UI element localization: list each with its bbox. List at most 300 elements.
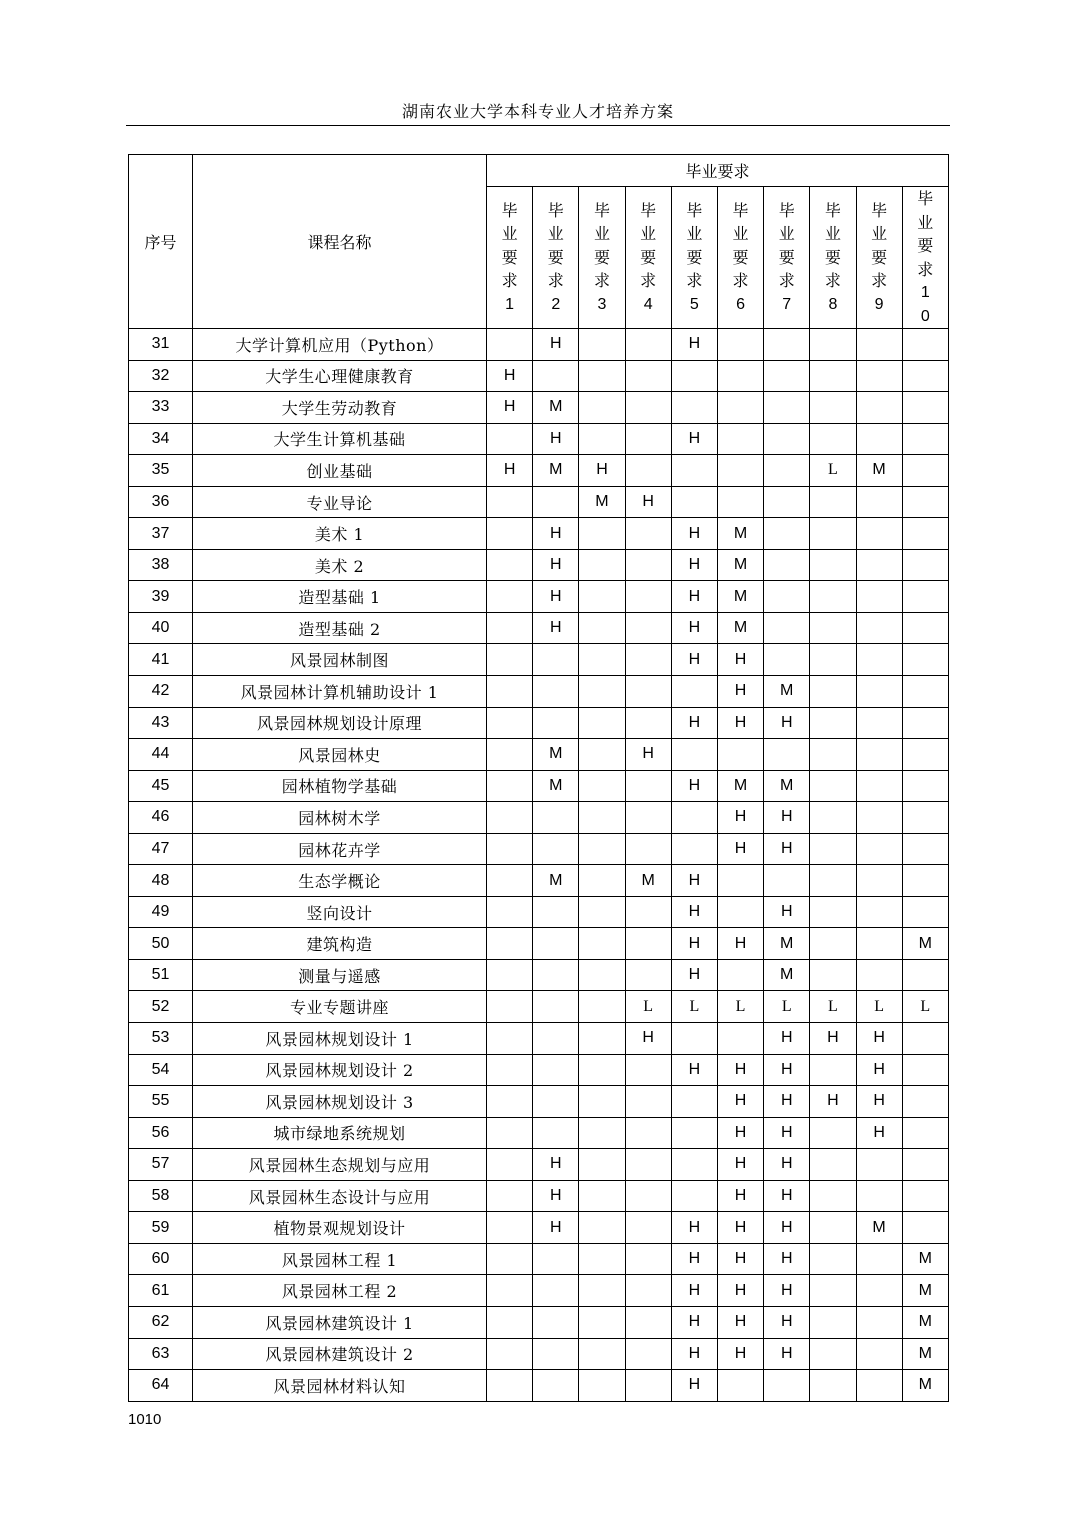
- requirement-mark-cell-6: [717, 739, 763, 771]
- requirement-mark-cell-4: [625, 1370, 671, 1402]
- row-seq-cell: 45: [129, 770, 193, 802]
- requirement-mark-cell-7: [764, 644, 810, 676]
- requirement-mark-cell-1: H: [487, 360, 533, 392]
- requirement-mark-cell-1: [487, 928, 533, 960]
- requirement-mark-cell-5: [671, 802, 717, 834]
- row-course-name-cell: 风景园林规划设计 3: [193, 1086, 487, 1118]
- requirement-header-number: 10: [920, 284, 930, 325]
- requirement-mark-cell-6: L: [717, 991, 763, 1023]
- requirement-mark-cell-5: H: [671, 896, 717, 928]
- requirement-mark-cell-4: [625, 1149, 671, 1181]
- requirement-mark-cell-7: [764, 392, 810, 424]
- requirement-mark-cell-5: H: [671, 1338, 717, 1370]
- requirement-header-2: [533, 187, 579, 329]
- requirement-mark-cell-10: M: [902, 1306, 948, 1338]
- row-course-name-cell: 风景园林史: [193, 739, 487, 771]
- requirement-mark-cell-10: [902, 865, 948, 897]
- seq-column-header: 序号: [129, 155, 193, 329]
- requirement-mark-cell-3: [579, 612, 625, 644]
- requirement-header-10: [902, 187, 948, 329]
- row-course-name-cell: 大学生劳动教育: [193, 392, 487, 424]
- row-seq-cell: 51: [129, 959, 193, 991]
- requirement-header-text: 毕业要求: [593, 200, 610, 291]
- row-seq-cell: 43: [129, 707, 193, 739]
- requirement-mark-cell-6: H: [717, 1212, 763, 1244]
- requirement-header-number: 4: [643, 295, 653, 313]
- row-seq-cell: 31: [129, 329, 193, 361]
- requirement-mark-cell-9: [856, 1370, 902, 1402]
- requirement-mark-cell-7: [764, 612, 810, 644]
- requirement-mark-cell-3: [579, 739, 625, 771]
- requirement-mark-cell-2: [533, 1117, 579, 1149]
- row-seq-cell: 62: [129, 1306, 193, 1338]
- row-seq-cell: 33: [129, 392, 193, 424]
- requirement-mark-cell-8: [810, 1054, 856, 1086]
- requirement-mark-cell-10: L: [902, 991, 948, 1023]
- requirement-mark-cell-5: [671, 833, 717, 865]
- requirement-mark-cell-2: M: [533, 739, 579, 771]
- row-course-name-cell: 园林花卉学: [193, 833, 487, 865]
- requirement-mark-cell-6: H: [717, 1117, 763, 1149]
- requirement-mark-cell-4: [625, 802, 671, 834]
- requirement-mark-cell-9: M: [856, 455, 902, 487]
- requirement-mark-cell-9: [856, 1275, 902, 1307]
- requirement-mark-cell-9: [856, 581, 902, 613]
- table-row: [129, 581, 949, 613]
- requirement-header-label: [824, 199, 842, 317]
- requirement-mark-cell-8: [810, 676, 856, 708]
- requirement-mark-cell-10: M: [902, 1338, 948, 1370]
- table-row: [129, 612, 949, 644]
- requirement-mark-cell-7: H: [764, 1117, 810, 1149]
- requirement-mark-cell-10: [902, 739, 948, 771]
- requirement-mark-cell-6: [717, 423, 763, 455]
- row-seq-cell: 56: [129, 1117, 193, 1149]
- row-seq-cell: 61: [129, 1275, 193, 1307]
- requirement-mark-cell-3: [579, 676, 625, 708]
- row-course-name-cell: 风景园林计算机辅助设计 1: [193, 676, 487, 708]
- requirement-mark-cell-1: [487, 991, 533, 1023]
- requirement-header-label: [593, 199, 611, 317]
- requirement-mark-cell-8: L: [810, 991, 856, 1023]
- table-row: [129, 865, 949, 897]
- requirement-mark-cell-9: [856, 360, 902, 392]
- requirement-mark-cell-3: [579, 707, 625, 739]
- requirement-mark-cell-2: [533, 1275, 579, 1307]
- requirement-mark-cell-1: [487, 739, 533, 771]
- requirement-mark-cell-6: H: [717, 1338, 763, 1370]
- requirement-mark-cell-3: [579, 991, 625, 1023]
- requirement-mark-cell-1: [487, 676, 533, 708]
- requirement-mark-cell-10: [902, 1023, 948, 1055]
- row-course-name-cell: 创业基础: [193, 455, 487, 487]
- table-row: [129, 833, 949, 865]
- requirement-mark-cell-7: H: [764, 802, 810, 834]
- requirement-mark-cell-5: H: [671, 1306, 717, 1338]
- row-seq-cell: 47: [129, 833, 193, 865]
- table-row: [129, 329, 949, 361]
- table-row: [129, 707, 949, 739]
- requirement-mark-cell-3: H: [579, 455, 625, 487]
- requirement-mark-cell-9: [856, 329, 902, 361]
- requirement-mark-cell-4: [625, 518, 671, 550]
- requirement-header-number: 9: [874, 295, 884, 313]
- requirement-mark-cell-9: [856, 1180, 902, 1212]
- requirement-mark-cell-5: [671, 1149, 717, 1181]
- requirement-mark-cell-7: M: [764, 676, 810, 708]
- requirement-mark-cell-6: M: [717, 612, 763, 644]
- table-row: [129, 1054, 949, 1086]
- requirement-mark-cell-8: [810, 423, 856, 455]
- table-row: [129, 549, 949, 581]
- requirement-mark-cell-3: [579, 1275, 625, 1307]
- row-course-name-cell: 风景园林规划设计原理: [193, 707, 487, 739]
- requirement-header-text: 毕业要求: [547, 200, 564, 291]
- row-course-name-cell: 风景园林规划设计 1: [193, 1023, 487, 1055]
- requirement-mark-cell-10: [902, 802, 948, 834]
- table-row: [129, 1212, 949, 1244]
- requirement-mark-cell-8: [810, 1117, 856, 1149]
- requirement-mark-cell-1: [487, 1054, 533, 1086]
- requirement-mark-cell-8: [810, 360, 856, 392]
- row-course-name-cell: 生态学概论: [193, 865, 487, 897]
- row-course-name-cell: 风景园林建筑设计 1: [193, 1306, 487, 1338]
- requirement-mark-cell-3: [579, 770, 625, 802]
- requirement-mark-cell-4: [625, 1117, 671, 1149]
- row-course-name-cell: 美术 2: [193, 549, 487, 581]
- row-seq-cell: 52: [129, 991, 193, 1023]
- requirement-mark-cell-3: [579, 1117, 625, 1149]
- row-course-name-cell: 造型基础 2: [193, 612, 487, 644]
- requirement-mark-cell-9: [856, 486, 902, 518]
- row-seq-cell: 53: [129, 1023, 193, 1055]
- requirement-mark-cell-4: [625, 833, 671, 865]
- requirement-mark-cell-1: [487, 833, 533, 865]
- requirement-mark-cell-10: [902, 707, 948, 739]
- requirement-mark-cell-3: [579, 1370, 625, 1402]
- requirement-mark-cell-6: H: [717, 833, 763, 865]
- requirement-mark-cell-1: [487, 802, 533, 834]
- requirement-header-number: 5: [689, 295, 699, 313]
- requirement-mark-cell-4: [625, 707, 671, 739]
- requirement-header-text: 毕业要求: [824, 200, 841, 291]
- requirement-mark-cell-10: [902, 833, 948, 865]
- requirement-header-8: [810, 187, 856, 329]
- requirement-mark-cell-6: H: [717, 802, 763, 834]
- table-row: [129, 360, 949, 392]
- requirement-mark-cell-6: [717, 865, 763, 897]
- table-row: [129, 1275, 949, 1307]
- table-row: [129, 1023, 949, 1055]
- requirement-header-text: 毕业要求: [917, 189, 934, 279]
- requirement-mark-cell-8: [810, 865, 856, 897]
- requirement-mark-cell-10: [902, 896, 948, 928]
- requirement-mark-cell-6: H: [717, 644, 763, 676]
- requirement-mark-cell-3: M: [579, 486, 625, 518]
- requirement-mark-cell-5: H: [671, 1275, 717, 1307]
- requirement-mark-cell-6: [717, 360, 763, 392]
- requirement-mark-cell-8: [810, 959, 856, 991]
- row-course-name-cell: 大学计算机应用（Python）: [193, 329, 487, 361]
- requirement-mark-cell-5: H: [671, 770, 717, 802]
- requirement-mark-cell-2: [533, 833, 579, 865]
- table-row: [129, 518, 949, 550]
- requirement-mark-cell-1: [487, 896, 533, 928]
- requirement-mark-cell-8: [810, 612, 856, 644]
- requirement-header-label: [916, 187, 934, 328]
- row-seq-cell: 59: [129, 1212, 193, 1244]
- row-course-name-cell: 风景园林规划设计 2: [193, 1054, 487, 1086]
- requirement-mark-cell-6: H: [717, 1054, 763, 1086]
- requirement-mark-cell-1: [487, 707, 533, 739]
- row-seq-cell: 44: [129, 739, 193, 771]
- requirement-mark-cell-10: [902, 1149, 948, 1181]
- requirement-mark-cell-9: [856, 1338, 902, 1370]
- requirement-mark-cell-3: [579, 360, 625, 392]
- row-course-name-cell: 美术 1: [193, 518, 487, 550]
- requirement-header-number: 2: [551, 295, 561, 313]
- row-course-name-cell: 测量与遥感: [193, 959, 487, 991]
- requirement-mark-cell-8: [810, 770, 856, 802]
- requirement-mark-cell-5: L: [671, 991, 717, 1023]
- requirement-mark-cell-3: [579, 518, 625, 550]
- requirement-mark-cell-9: [856, 518, 902, 550]
- row-seq-cell: 39: [129, 581, 193, 613]
- requirement-mark-cell-2: H: [533, 329, 579, 361]
- requirement-header-text: 毕业要求: [686, 200, 703, 291]
- requirement-mark-cell-3: [579, 549, 625, 581]
- row-seq-cell: 42: [129, 676, 193, 708]
- requirement-mark-cell-10: M: [902, 1370, 948, 1402]
- requirement-mark-cell-9: [856, 928, 902, 960]
- requirement-mark-cell-2: H: [533, 423, 579, 455]
- requirement-mark-cell-6: H: [717, 1086, 763, 1118]
- row-course-name-cell: 风景园林材料认知: [193, 1370, 487, 1402]
- requirement-mark-cell-2: [533, 1023, 579, 1055]
- row-seq-cell: 60: [129, 1243, 193, 1275]
- requirement-mark-cell-5: H: [671, 1370, 717, 1402]
- requirement-mark-cell-9: H: [856, 1023, 902, 1055]
- requirement-mark-cell-8: [810, 707, 856, 739]
- requirement-mark-cell-8: [810, 581, 856, 613]
- requirement-mark-cell-4: [625, 1180, 671, 1212]
- requirement-mark-cell-6: H: [717, 676, 763, 708]
- row-seq-cell: 41: [129, 644, 193, 676]
- requirement-mark-cell-7: [764, 329, 810, 361]
- requirement-mark-cell-5: H: [671, 1212, 717, 1244]
- row-course-name-cell: 风景园林生态规划与应用: [193, 1149, 487, 1181]
- requirement-mark-cell-5: [671, 486, 717, 518]
- requirement-mark-cell-2: H: [533, 1180, 579, 1212]
- requirement-mark-cell-9: [856, 833, 902, 865]
- requirement-mark-cell-4: [625, 770, 671, 802]
- requirement-mark-cell-9: [856, 1243, 902, 1275]
- requirement-mark-cell-2: H: [533, 1149, 579, 1181]
- requirement-mark-cell-9: [856, 865, 902, 897]
- requirement-mark-cell-4: [625, 1275, 671, 1307]
- row-seq-cell: 48: [129, 865, 193, 897]
- requirement-mark-cell-9: [856, 644, 902, 676]
- requirement-mark-cell-2: H: [533, 549, 579, 581]
- requirement-mark-cell-8: [810, 1370, 856, 1402]
- requirement-mark-cell-9: [856, 612, 902, 644]
- requirement-mark-cell-3: [579, 959, 625, 991]
- requirement-mark-cell-7: H: [764, 707, 810, 739]
- requirement-header-4: [625, 187, 671, 329]
- requirement-mark-cell-8: [810, 1275, 856, 1307]
- requirement-header-number: 1: [505, 295, 515, 313]
- requirement-mark-cell-1: [487, 770, 533, 802]
- document-header-title: 湖南农业大学本科专业人才培养方案: [401, 102, 674, 121]
- requirement-mark-cell-6: H: [717, 1275, 763, 1307]
- requirement-mark-cell-8: [810, 1306, 856, 1338]
- requirement-mark-cell-9: [856, 802, 902, 834]
- requirement-mark-cell-9: [856, 896, 902, 928]
- requirement-mark-cell-1: [487, 1086, 533, 1118]
- row-seq-cell: 49: [129, 896, 193, 928]
- requirement-mark-cell-8: [810, 928, 856, 960]
- requirement-mark-cell-2: [533, 1306, 579, 1338]
- requirement-mark-cell-3: [579, 1054, 625, 1086]
- requirement-mark-cell-2: M: [533, 770, 579, 802]
- requirement-mark-cell-6: M: [717, 549, 763, 581]
- requirement-mark-cell-4: [625, 1338, 671, 1370]
- requirement-mark-cell-5: [671, 360, 717, 392]
- requirement-mark-cell-4: [625, 455, 671, 487]
- course-name-column-header: 课程名称: [193, 155, 487, 329]
- row-course-name-cell: 大学生心理健康教育: [193, 360, 487, 392]
- requirement-mark-cell-10: [902, 581, 948, 613]
- requirement-mark-cell-7: M: [764, 770, 810, 802]
- requirement-mark-cell-1: [487, 329, 533, 361]
- requirement-mark-cell-10: M: [902, 1275, 948, 1307]
- requirement-mark-cell-5: H: [671, 865, 717, 897]
- requirement-mark-cell-7: [764, 1370, 810, 1402]
- requirement-mark-cell-8: [810, 644, 856, 676]
- requirement-mark-cell-3: [579, 896, 625, 928]
- requirement-mark-cell-7: [764, 360, 810, 392]
- requirement-mark-cell-2: [533, 1086, 579, 1118]
- table-row: [129, 1243, 949, 1275]
- requirement-mark-cell-10: [902, 644, 948, 676]
- requirement-mark-cell-8: H: [810, 1023, 856, 1055]
- requirement-mark-cell-2: [533, 991, 579, 1023]
- requirement-mark-cell-6: H: [717, 1149, 763, 1181]
- requirement-mark-cell-8: [810, 1243, 856, 1275]
- table-header-row: [129, 155, 949, 187]
- requirement-header-1: [487, 187, 533, 329]
- requirement-header-number: 6: [736, 295, 745, 313]
- requirement-header-label: [870, 199, 888, 317]
- requirement-mark-cell-7: M: [764, 959, 810, 991]
- requirement-header-7: [764, 187, 810, 329]
- row-course-name-cell: 园林树木学: [193, 802, 487, 834]
- requirement-header-label: [639, 199, 657, 317]
- requirement-mark-cell-6: [717, 1370, 763, 1402]
- requirement-mark-cell-8: [810, 739, 856, 771]
- requirement-mark-cell-9: M: [856, 1212, 902, 1244]
- requirement-mark-cell-6: M: [717, 581, 763, 613]
- requirement-mark-cell-10: [902, 1054, 948, 1086]
- row-seq-cell: 46: [129, 802, 193, 834]
- requirement-mark-cell-8: [810, 1149, 856, 1181]
- table-row: [129, 928, 949, 960]
- table-row: [129, 1306, 949, 1338]
- requirement-mark-cell-7: H: [764, 1180, 810, 1212]
- requirement-mark-cell-2: [533, 1054, 579, 1086]
- requirement-mark-cell-7: H: [764, 896, 810, 928]
- requirement-mark-cell-3: [579, 329, 625, 361]
- requirement-mark-cell-7: H: [764, 833, 810, 865]
- requirement-mark-cell-8: [810, 802, 856, 834]
- requirement-mark-cell-2: H: [533, 581, 579, 613]
- requirement-mark-cell-9: H: [856, 1054, 902, 1086]
- requirement-mark-cell-2: [533, 486, 579, 518]
- requirement-mark-cell-1: [487, 1306, 533, 1338]
- requirement-mark-cell-10: [902, 455, 948, 487]
- requirement-mark-cell-1: [487, 486, 533, 518]
- requirement-mark-cell-7: [764, 423, 810, 455]
- requirement-mark-cell-1: [487, 1149, 533, 1181]
- requirement-mark-cell-5: [671, 676, 717, 708]
- row-course-name-cell: 城市绿地系统规划: [193, 1117, 487, 1149]
- requirement-mark-cell-2: M: [533, 392, 579, 424]
- requirement-mark-cell-10: [902, 423, 948, 455]
- requirement-mark-cell-4: [625, 612, 671, 644]
- requirement-mark-cell-2: H: [533, 612, 579, 644]
- requirement-mark-cell-8: [810, 329, 856, 361]
- row-seq-cell: 57: [129, 1149, 193, 1181]
- requirement-mark-cell-4: [625, 549, 671, 581]
- requirement-mark-cell-10: [902, 392, 948, 424]
- requirement-mark-cell-1: [487, 1275, 533, 1307]
- requirement-mark-cell-8: [810, 833, 856, 865]
- requirement-header-text: 毕业要求: [640, 200, 657, 291]
- requirement-mark-cell-1: [487, 1117, 533, 1149]
- requirement-mark-cell-9: L: [856, 991, 902, 1023]
- requirement-mark-cell-10: M: [902, 928, 948, 960]
- requirement-mark-cell-4: [625, 1212, 671, 1244]
- table-row: [129, 896, 949, 928]
- row-seq-cell: 37: [129, 518, 193, 550]
- row-seq-cell: 63: [129, 1338, 193, 1370]
- requirement-mark-cell-6: [717, 1023, 763, 1055]
- row-course-name-cell: 大学生计算机基础: [193, 423, 487, 455]
- requirement-mark-cell-7: H: [764, 1023, 810, 1055]
- requirement-mark-cell-2: [533, 360, 579, 392]
- requirement-mark-cell-4: [625, 644, 671, 676]
- table-row: [129, 1149, 949, 1181]
- requirement-mark-cell-4: H: [625, 1023, 671, 1055]
- requirement-mark-cell-5: H: [671, 928, 717, 960]
- requirement-mark-cell-3: [579, 1243, 625, 1275]
- requirement-mark-cell-7: M: [764, 928, 810, 960]
- requirement-mark-cell-10: [902, 1117, 948, 1149]
- requirement-mark-cell-8: H: [810, 1086, 856, 1118]
- table-row: [129, 959, 949, 991]
- requirement-mark-cell-6: M: [717, 518, 763, 550]
- requirement-mark-cell-2: [533, 1338, 579, 1370]
- table-row: [129, 1338, 949, 1370]
- requirement-mark-cell-3: [579, 802, 625, 834]
- table-row: [129, 1370, 949, 1402]
- table-row: [129, 739, 949, 771]
- requirement-mark-cell-10: [902, 549, 948, 581]
- requirement-mark-cell-4: [625, 329, 671, 361]
- requirement-mark-cell-4: M: [625, 865, 671, 897]
- requirement-mark-cell-2: M: [533, 865, 579, 897]
- requirement-mark-cell-9: [856, 707, 902, 739]
